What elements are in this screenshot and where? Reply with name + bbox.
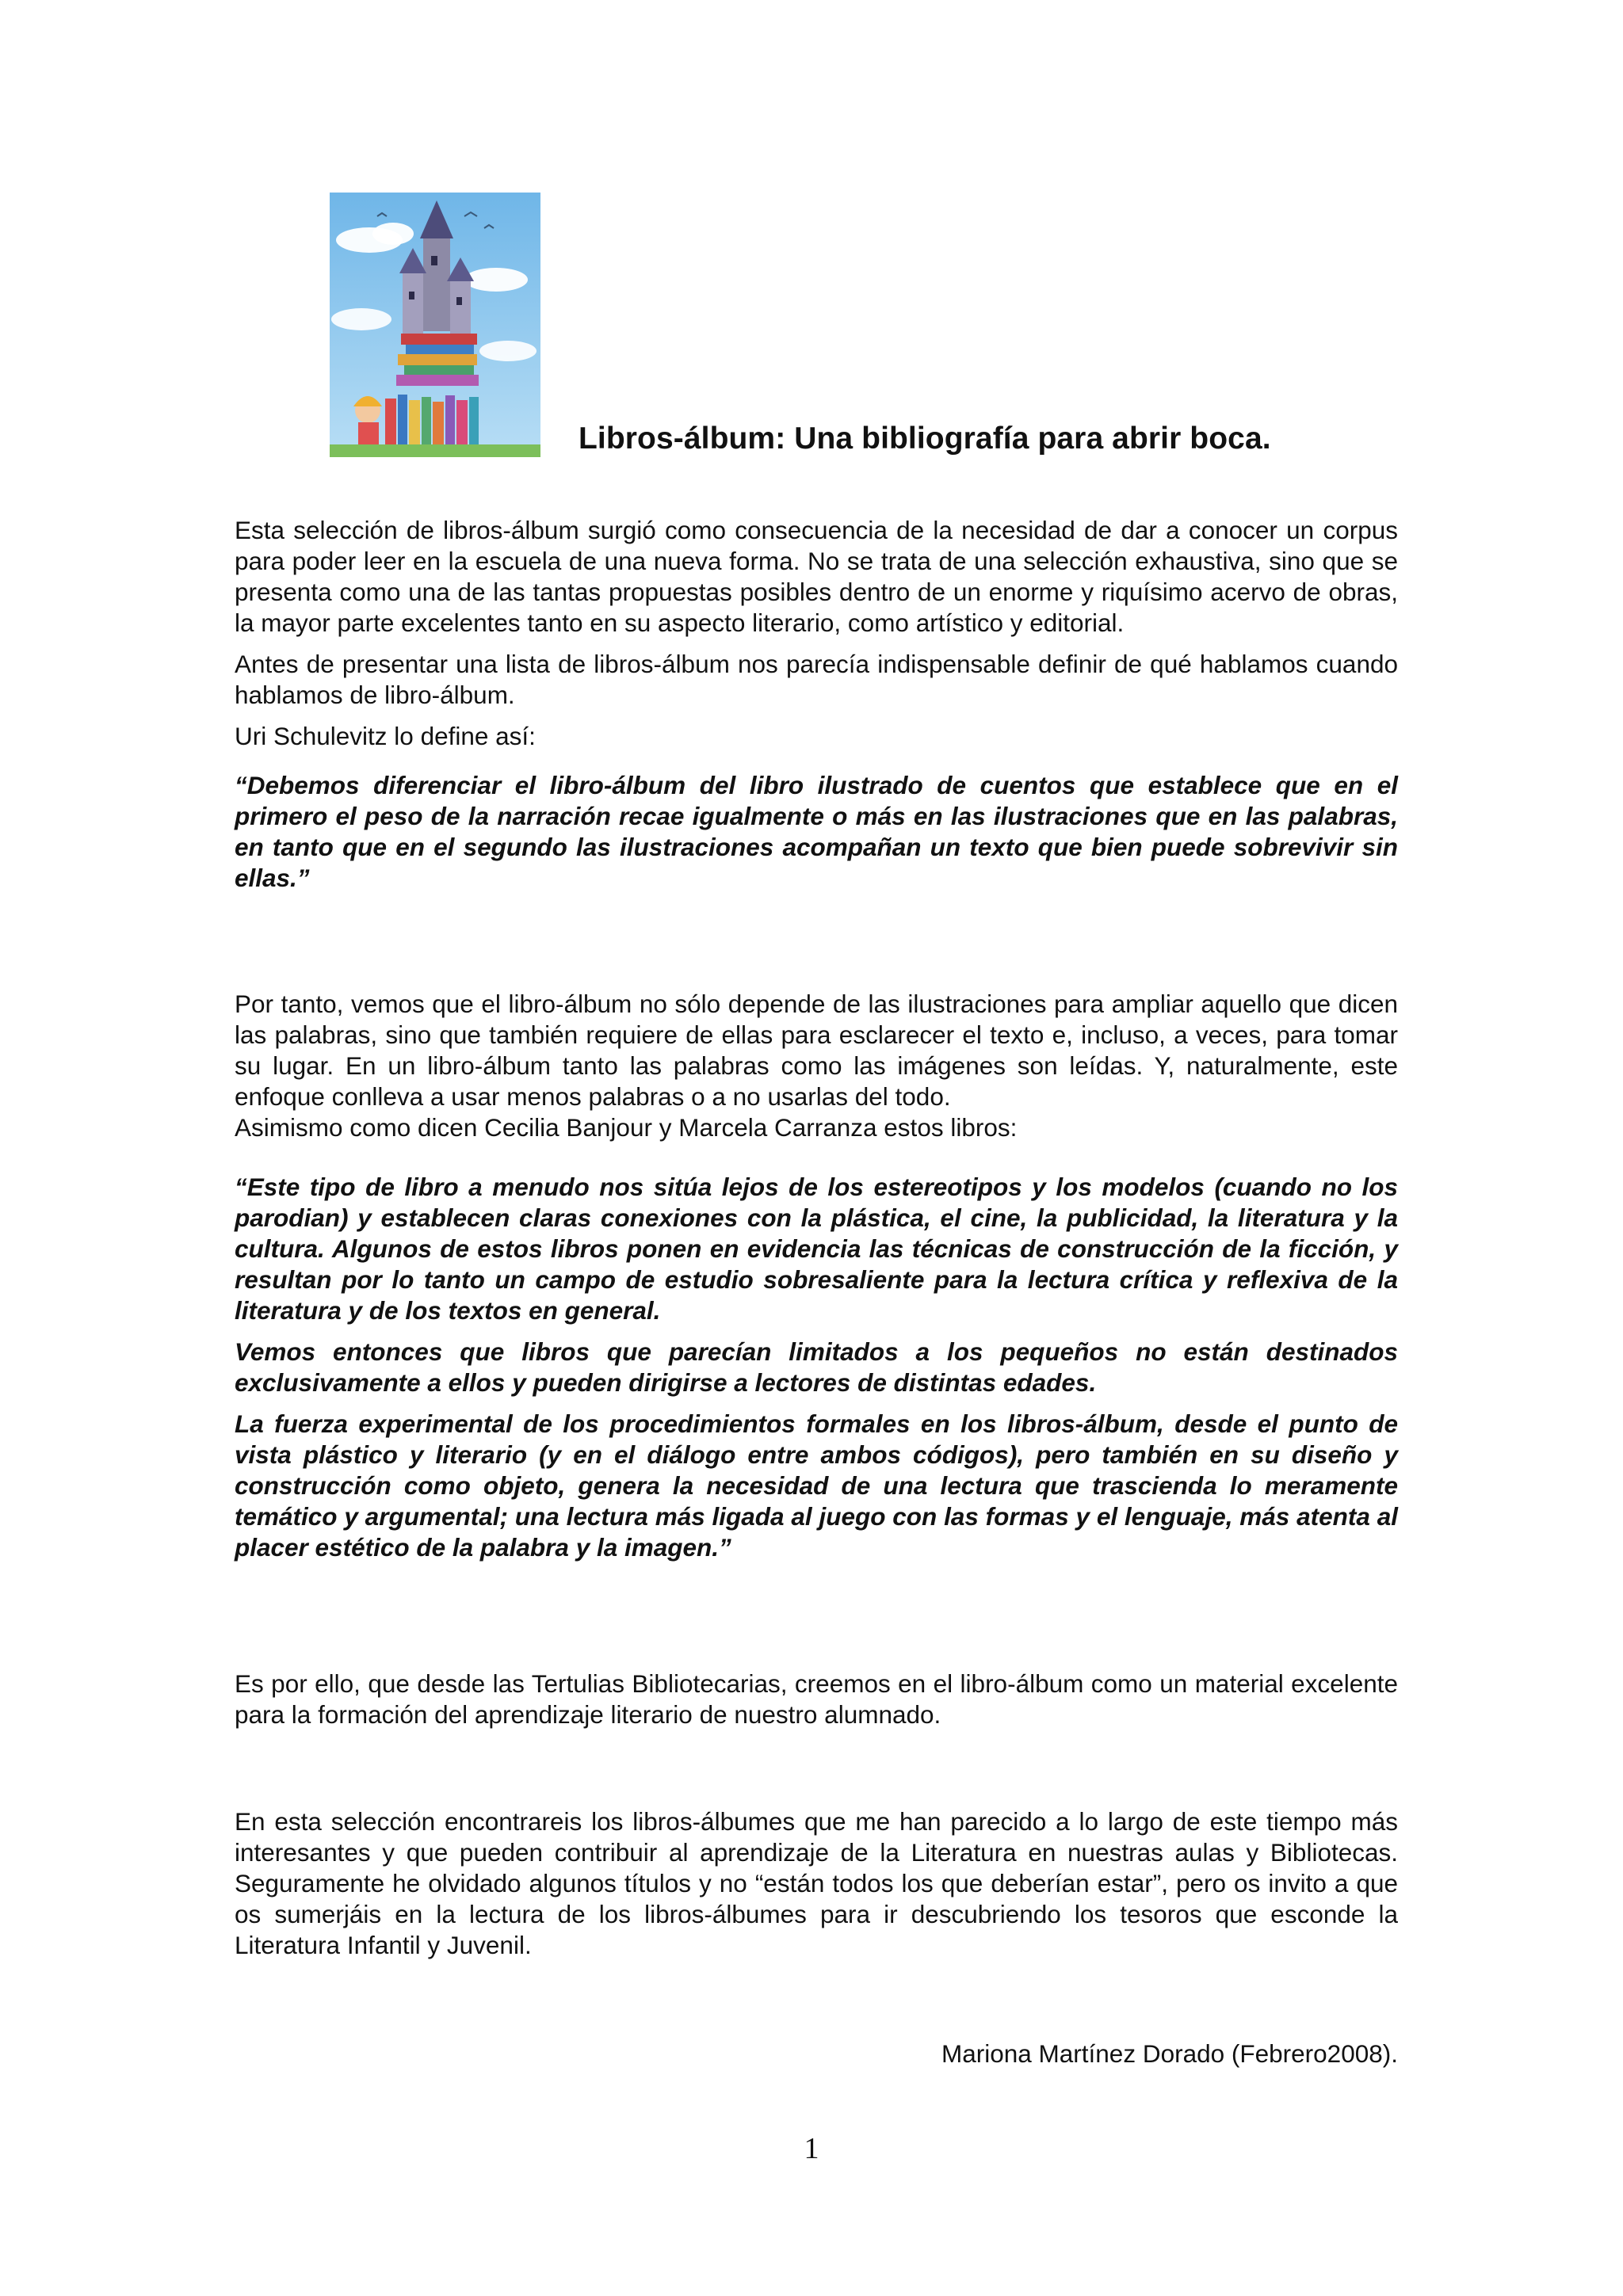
- paragraph: Esta selección de libros-álbum surgió como consecuencia de la necesidad de dar a conocer un corpus para poder leer en la escuela de una nueva forma. No se trata de una selección exhaustiva, sino que se presenta como una de las tantas propuestas posibles dentro de un enorme y riquísimo acervo de obras, la mayor parte excelentes tanto en su aspecto literario, como artístico y editorial.: [235, 516, 1398, 637]
- quote-paragraph: “Este tipo de libro a menudo nos sitúa lejos de los estereotipos y los modelos (cuando no los parodian) y establecen claras conexiones con la plástica, el cine, la publicidad, la literatura y la cultura. Algunos de estos libros ponen en evidencia las técnicas de construcción de la ficción, y resultan por lo tanto un campo de estudio sobresaliente para la lectura crítica y reflexiva de la literatura y de los textos en general.: [235, 1173, 1398, 1325]
- paragraph-block: [235, 1806, 1398, 1971]
- paragraph: En esta selección encontrareis los libros-álbumes que me han parecido a lo largo de este tiempo más interesantes y que pueden contribuir al aprendizaje de la Literatura en nuestras aulas y Bibliotecas. Seguramente he olvidado algunos títulos y no “están todos los que deberían estar”, pero os invito a que os sumerjáis en la lectura de los libros-álbumes para ir descubriendo los tesoros que esconde la Literatura Infantil y Juvenil.: [235, 1807, 1398, 1959]
- cover-illustration-image: [330, 193, 540, 457]
- paragraph-block: [235, 1669, 1398, 1741]
- intro-section: [235, 515, 1398, 904]
- paragraph: Es por ello, que desde las Tertulias Bibliotecarias, creemos en el libro-álbum como un material excelente para la formación del aprendizaje literario de nuestro alumnado.: [235, 1669, 1398, 1729]
- paragraph: Uri Schulevitz lo define así:: [235, 722, 536, 750]
- quote-paragraph: La fuerza experimental de los procedimientos formales en los libros-álbum, desde el punto de vista plástico y literario (y en el diálogo entre ambos códigos), pero también en su diseño y construcción como objeto, genera la necesidad de una lectura que trascienda lo meramente temático y argumental; una lectura más ligada al juego con las formas y el lenguaje, más atenta al placer estético de la palabra y la imagen.”: [235, 1409, 1398, 1562]
- paragraph: Asimismo como dicen Cecilia Banjour y Marcela Carranza estos libros:: [235, 1113, 1018, 1142]
- castle-book-illustration-icon: [330, 193, 540, 457]
- quote-paragraph: “Debemos diferenciar el libro-álbum del libro ilustrado de cuentos que establece que en el primero el peso de la narración recae igualmente o más en las ilustraciones que en las palabras, en tanto que en el segundo las ilustraciones acompañan un texto que bien puede sobrevivir sin ellas.”: [235, 771, 1398, 892]
- paragraph: Por tanto, vemos que el libro-álbum no sólo depende de las ilustraciones para ampliar aquello que dicen las palabras, sino que también requiere de ellas para esclarecer el texto e, incluso, a veces, para tomar su lugar. En un libro-álbum tanto las palabras como las imágenes son leídas. Y, naturalmente, este enfoque conlleva a usar menos palabras o a no usarlas del todo.: [235, 990, 1398, 1111]
- author-signature: Mariona Martínez Dorado (Febrero2008).: [941, 2039, 1398, 2068]
- quote-paragraph: Vemos entonces que libros que parecían limitados a los pequeños no están destinados exclusivamente a ellos y pueden dirigirse a lectores de distintas edades.: [235, 1337, 1398, 1397]
- document-title: Libros-álbum: Una bibliografía para abrir boca.: [579, 421, 1271, 456]
- page-number: 1: [804, 2132, 819, 2165]
- middle-section: [235, 989, 1398, 1573]
- paragraph: Antes de presentar una lista de libros-álbum nos parecía indispensable definir de qué hablamos cuando hablamos de libro-álbum.: [235, 650, 1398, 709]
